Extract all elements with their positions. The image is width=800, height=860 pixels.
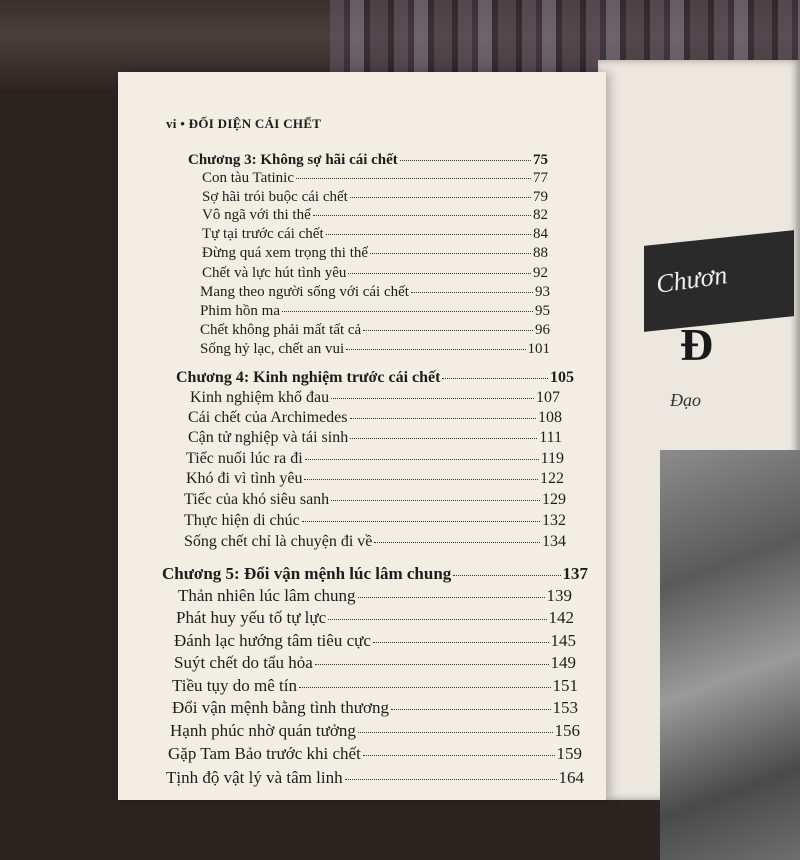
toc-leader-dots <box>348 273 531 274</box>
toc-entry-row <box>172 698 578 718</box>
toc-leader-dots <box>363 755 555 756</box>
toc-entry-title: Chết và lực hút tình yêu <box>202 265 347 281</box>
toc-page-number: 75 <box>533 152 548 168</box>
table-of-contents <box>118 72 606 800</box>
toc-entry-row <box>200 341 550 358</box>
toc-leader-dots <box>400 160 531 161</box>
toc-page-number: 122 <box>540 470 564 487</box>
toc-entry-title: Gặp Tam Bảo trước khi chết <box>168 744 361 763</box>
toc-entry-row <box>178 586 572 606</box>
toc-entry-row <box>184 491 566 509</box>
toc-page-number: 88 <box>533 245 548 261</box>
toc-leader-dots <box>370 253 531 254</box>
toc-entry-title: Thản nhiên lúc lâm chung <box>178 586 356 605</box>
toc-entry-title: Phim hồn ma <box>200 303 281 319</box>
toc-leader-dots <box>282 311 533 312</box>
toc-page-number: 107 <box>536 389 560 406</box>
facing-page-subtitle: Đạo <box>670 390 701 410</box>
toc-page-number: 119 <box>540 450 564 467</box>
toc-leader-dots <box>328 619 546 620</box>
facing-page <box>598 60 800 800</box>
toc-entry-row <box>174 631 576 651</box>
toc-entry-row <box>202 265 548 282</box>
toc-entry-title: Hạnh phúc nhờ quán tưởng <box>170 721 356 740</box>
toc-page-number: 156 <box>554 721 580 740</box>
toc-entry-row <box>186 450 564 468</box>
page-header: vi • ĐỐI DIỆN CÁI CHẾT <box>166 116 322 131</box>
toc-page-number: 93 <box>535 284 550 300</box>
toc-chapter-row <box>176 369 574 387</box>
toc-entry-title: Phát huy yếu tố tự lực <box>176 608 327 627</box>
toc-entry-row <box>172 676 578 696</box>
toc-entry-title: Chương 3: Không sợ hãi cái chết <box>188 152 398 168</box>
toc-entry-title: Suýt chết do tẩu hỏa <box>174 653 313 672</box>
toc-page-number: 151 <box>552 676 578 695</box>
toc-page-number: 95 <box>535 303 550 319</box>
toc-leader-dots <box>346 349 525 350</box>
toc-leader-dots <box>453 575 560 576</box>
toc-page-number: 153 <box>552 698 578 717</box>
toc-entry-title: Tự tại trước cái chết <box>202 226 324 242</box>
toc-entry-row <box>168 744 582 764</box>
toc-leader-dots <box>305 459 539 460</box>
facing-page-title: Đ <box>680 319 714 370</box>
toc-entry-row <box>174 653 576 673</box>
toc-entry-row <box>176 608 574 628</box>
book-page <box>118 72 606 800</box>
toc-entry-title: Cái chết của Archimedes <box>188 409 348 426</box>
toc-leader-dots <box>331 398 534 399</box>
toc-entry-title: Tiều tụy do mê tín <box>172 676 297 695</box>
toc-entry-row <box>170 721 580 741</box>
toc-entry-title: Chết không phải mất tất cả <box>200 322 362 338</box>
toc-entry-row <box>202 226 548 243</box>
toc-page-number: 159 <box>556 744 582 763</box>
toc-entry-title: Sống hỷ lạc, chết an vui <box>200 341 345 357</box>
toc-leader-dots <box>411 292 533 293</box>
toc-leader-dots <box>391 709 551 710</box>
toc-page-number: 108 <box>538 409 562 426</box>
toc-entry-row <box>202 170 548 187</box>
toc-page-number: 139 <box>546 586 572 605</box>
toc-page-number: 92 <box>533 265 548 281</box>
toc-page-number: 132 <box>542 512 566 529</box>
toc-entry-row <box>188 409 562 427</box>
toc-entry-title: Sợ hãi trói buộc cái chết <box>202 189 348 205</box>
toc-page-number: 82 <box>533 207 548 223</box>
toc-page-number: 111 <box>539 429 562 446</box>
toc-chapter-row <box>188 152 548 169</box>
toc-leader-dots <box>296 178 531 179</box>
toc-entry-title: Tịnh độ vật lý và tâm linh <box>166 768 343 787</box>
toc-entry-title: Kinh nghiệm khổ đau <box>190 389 330 406</box>
toc-page-number: 149 <box>550 653 576 672</box>
toc-entry-row <box>188 429 562 447</box>
toc-page-number: 164 <box>558 768 584 787</box>
toc-entry-row <box>202 245 548 262</box>
toc-entry-title: Tiếc nuối lúc ra đi <box>186 450 303 467</box>
toc-page-number: 84 <box>533 226 548 242</box>
toc-page-number: 79 <box>533 189 548 205</box>
toc-entry-title: Đừng quá xem trọng thi thể <box>202 245 369 261</box>
toc-leader-dots <box>374 542 540 543</box>
toc-entry-title: Đổi vận mệnh bằng tình thương <box>172 698 389 717</box>
toc-entry-title: Cận tử nghiệp và tái sinh <box>188 429 349 446</box>
toc-entry-title: Chương 5: Đổi vận mệnh lúc lâm chung <box>162 564 452 583</box>
toc-leader-dots <box>345 779 557 780</box>
toc-entry-title: Khó đi vì tình yêu <box>186 470 303 487</box>
toc-entry-title: Vô ngã với thi thể <box>202 207 311 223</box>
toc-page-number: 129 <box>542 491 566 508</box>
toc-leader-dots <box>358 597 545 598</box>
facing-page-photo <box>660 450 800 860</box>
toc-page-number: 134 <box>542 533 566 550</box>
toc-page-number: 142 <box>548 608 574 627</box>
toc-entry-row <box>200 284 550 301</box>
toc-leader-dots <box>350 197 531 198</box>
toc-leader-dots <box>313 215 531 216</box>
toc-entry-row <box>186 470 564 488</box>
toc-leader-dots <box>302 521 540 522</box>
toc-entry-title: Thực hiện di chúc <box>184 512 300 529</box>
toc-leader-dots <box>315 664 549 665</box>
toc-entry-row <box>200 322 550 339</box>
toc-leader-dots <box>373 642 549 643</box>
toc-leader-dots <box>331 500 540 501</box>
toc-entry-row <box>190 389 560 407</box>
toc-entry-row <box>184 533 566 551</box>
toc-chapter-row <box>162 564 588 584</box>
toc-entry-title: Chương 4: Kinh nghiệm trước cái chết <box>176 369 441 386</box>
toc-leader-dots <box>350 418 537 419</box>
toc-page-number: 96 <box>535 322 550 338</box>
toc-leader-dots <box>442 378 548 379</box>
toc-entry-row <box>200 303 550 320</box>
toc-leader-dots <box>304 479 538 480</box>
toc-entry-title: Tiếc của khó siêu sanh <box>184 491 330 508</box>
toc-leader-dots <box>350 438 537 439</box>
toc-page-number: 137 <box>562 564 588 583</box>
toc-entry-row <box>166 768 584 788</box>
toc-entry-row <box>184 512 566 530</box>
toc-leader-dots <box>326 234 531 235</box>
toc-leader-dots <box>358 732 553 733</box>
toc-page-number: 101 <box>527 341 550 357</box>
toc-entry-row <box>202 207 548 224</box>
toc-entry-title: Đánh lạc hướng tâm tiêu cực <box>174 631 371 650</box>
toc-entry-title: Sống chết chỉ là chuyện đi về <box>184 533 373 550</box>
toc-leader-dots <box>363 330 533 331</box>
toc-page-number: 105 <box>550 369 574 386</box>
toc-page-number: 145 <box>550 631 576 650</box>
toc-page-number: 77 <box>533 170 548 186</box>
toc-leader-dots <box>299 687 551 688</box>
chapter-tab-text: Chươn <box>654 260 730 299</box>
toc-entry-title: Mang theo người sống với cái chết <box>200 284 409 300</box>
toc-entry-title: Con tàu Tatinic <box>202 170 294 186</box>
toc-entry-row <box>202 189 548 206</box>
